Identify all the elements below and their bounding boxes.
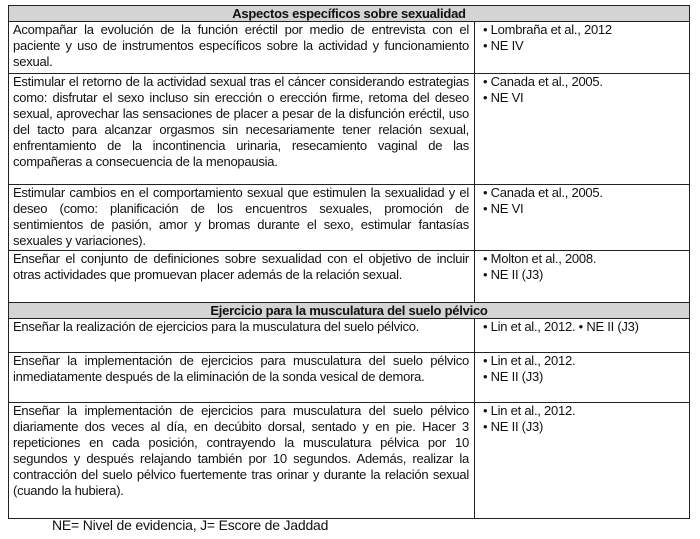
table-row [9,403,690,519]
reference-item: • Molton et al., 2008. [483,251,597,266]
intervention-text: Acompañar la evolución de la función eréctil por medio de entrevista con el paciente y uso de instrumentos específicos sobre la actividad y funcionamiento sexual. [9,22,475,74]
reference-item: • Lin et al., 2012. • NE II (J3) [483,319,639,334]
reference-cell [475,185,690,251]
reference-cell [475,251,690,303]
reference-item: • Lin et al., 2012. [483,353,576,368]
table-row [9,353,690,403]
table-row [9,319,690,353]
reference-item: • NE II (J3) [483,368,544,384]
section-header-row [9,303,690,319]
table-row [9,74,690,185]
footnote: NE= Nivel de evidencia, J= Escore de Jaddad [52,517,329,533]
reference-cell [475,403,690,519]
reference-cell [475,22,690,74]
reference-item: • Lombraña et al., 2012 [483,22,612,37]
section-header-row [9,6,690,22]
intervention-text: Estimular el retorno de la actividad sexual tras el cáncer considerando estrategias como: disfrutar el sexo incluso sin erección o erección firme, retoma del deseo sexual, aprovechar las sensaciones de placer a pesar de la disfunción eréctil, uso del tacto para alcanzar orgasmos sin necesariamente tener relación sexual, enfrentamiento de la incontinencia urinaria, resecamiento vaginal de las compañeras a consecuencia de la menopausia. [9,74,475,185]
evidence-table [8,5,690,519]
table-row [9,185,690,251]
intervention-text: Estimular cambios en el comportamiento sexual que estimulen la sexualidad y el deseo (como: planificación de los encuentros sexuales, promoción de sentimientos de pasión, amor y bromas durante el sexo, estimular fantasías sexuales y variaciones). [9,185,475,251]
reference-item: • Lin et al., 2012. [483,403,576,418]
reference-item: • Canada et al., 2005. [483,185,603,200]
reference-item: • NE II (J3) [483,418,544,434]
intervention-text: Enseñar la implementación de ejercicios para musculatura del suelo pélvico diariamente dos veces al día, en decúbito dorsal, sentado y en pie. Hacer 3 repeticiones en cada posición, contrayendo la musculatura pélvica por 10 segundos y después relajando también por 10 segundos. Además, realizar la contracción del suelo pélvico fuertemente tras orinar y durante la relación sexual (cuando la hubiera). [9,403,475,519]
reference-item: • Canada et al., 2005. [483,74,603,89]
reference-cell [475,353,690,403]
table-row [9,251,690,303]
intervention-text: Enseñar el conjunto de definiciones sobre sexualidad con el objetivo de incluir otras actividades que promuevan placer además de la relación sexual. [9,251,475,303]
intervention-text: Enseñar la implementación de ejercicios para musculatura del suelo pélvico inmediatamente después de la eliminación de la sonda vesical de demora. [9,353,475,403]
intervention-text: Enseñar la realización de ejercicios para la musculatura del suelo pélvico. [9,319,475,353]
reference-item: • NE VI [483,200,524,216]
section-title: Ejercicio para la musculatura del suelo pélvico [9,303,690,319]
section-title: Aspectos específicos sobre sexualidad [9,6,690,22]
reference-item: • NE II (J3) [483,266,544,282]
reference-cell [475,319,690,353]
reference-item: • NE IV [483,37,524,53]
reference-cell [475,74,690,185]
reference-item: • NE VI [483,89,524,105]
table-row [9,22,690,74]
